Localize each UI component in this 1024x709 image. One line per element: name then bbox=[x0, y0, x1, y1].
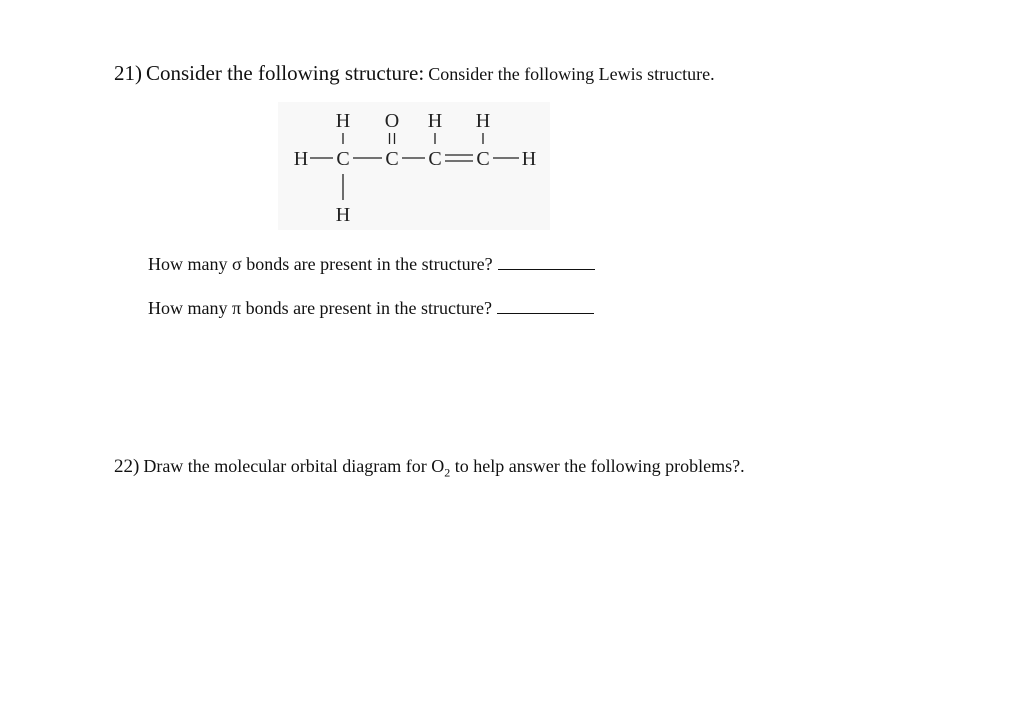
pi-bonds-question bbox=[148, 297, 594, 319]
atom-c4: C bbox=[476, 148, 490, 170]
atom-c3: C bbox=[428, 148, 442, 170]
lewis-structure-figure bbox=[278, 102, 550, 230]
question-22-text bbox=[143, 456, 745, 480]
atom-h-top-3: H bbox=[475, 110, 491, 132]
question-21-tail-text: Consider the following Lewis structure. bbox=[428, 64, 715, 84]
question-21-header bbox=[114, 61, 715, 86]
pi-bonds-question-text: How many π bonds are present in the structure? bbox=[148, 298, 492, 318]
atom-c2: C bbox=[385, 148, 399, 170]
atom-h-top-2: H bbox=[427, 110, 443, 132]
atom-o-top: O bbox=[384, 110, 400, 132]
atom-h-left: H bbox=[293, 148, 309, 170]
atom-h-right: H bbox=[521, 148, 537, 170]
question-22-number: 22) bbox=[114, 456, 140, 477]
question-22-header bbox=[114, 456, 745, 481]
sigma-bonds-answer-blank[interactable] bbox=[498, 253, 595, 270]
lewis-structure-svg bbox=[278, 102, 550, 230]
atom-c1: C bbox=[336, 148, 350, 170]
atom-h-top-1: H bbox=[335, 110, 351, 132]
question-21-number: 21) bbox=[114, 61, 142, 85]
sigma-bonds-question-text: How many σ bonds are present in the structure? bbox=[148, 254, 493, 274]
question-22-subscript: 2 bbox=[444, 465, 451, 480]
question-21-lead-text: Consider the following structure: bbox=[146, 61, 425, 85]
pi-bonds-answer-blank[interactable] bbox=[497, 297, 594, 314]
sigma-bonds-question bbox=[148, 253, 595, 275]
question-22-text-before: Draw the molecular orbital diagram for O bbox=[143, 456, 445, 476]
atom-h-bottom: H bbox=[335, 204, 351, 226]
question-22-text-after: to help answer the following problems?. bbox=[450, 456, 745, 476]
